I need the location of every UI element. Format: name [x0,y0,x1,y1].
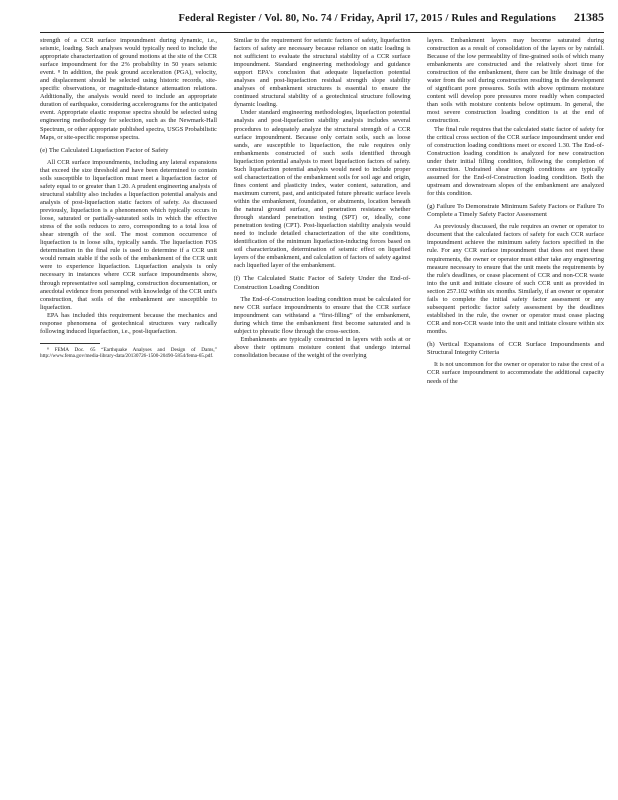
column-3 [427,37,604,792]
section-heading: (f) The Calculated Static Factor of Safety Under the End-of-Construction Loading Condition [233,275,411,291]
paragraph: Embankments are typically constructed in layers with soils at or above their optimum moisture content that undergo internal consolidation because of the weight of the overlying [233,336,411,360]
paragraph: EPA has included this requirement because the mechanics and response phenomena of geotechnical structures vary radically following induced liquefaction, i.e., post-liquefaction. [40,311,217,335]
column-1 [40,37,217,792]
column-2 [234,37,411,792]
paragraph: The final rule requires that the calculated static factor of safety for the critical cross section of the CCR surface impoundment under end of construction loading conditions meet or exceed 1.30. The End-of-Construction loading condition is analyzed for new construction under their initial filling condition, following the completion of construction. Undrained shear strength conditions are typically assumed for the End-of-Construction loading condition. Both the upstream and downstream slopes of the embankment are analyzed for this condition. [427,125,604,197]
text-columns [40,37,604,792]
page-number: 21385 [574,10,604,24]
paragraph: layers. Embankment layers may become saturated during construction as a result of consolidation of the layers or by rainfall. Because of the low permeability of fine-grained soils of which many embankments are constructed and the relatively short time for construction of the embankment, there can be little drainage of the water from the soil during construction resulting in the development of significant pore pressures. Soils with above optimum moisture content will develop pore pressures more readily when compacted than soils with moisture contents below optimum. In general, the most severe construction loading condition is at the end of construction. [427,37,604,125]
paragraph: Under standard engineering methodologies, liquefaction potential analysis and post-liquefaction stability analysis includes several procedures to adequately analyze the structural strength of a CCR surface impoundment. Because only certain soils, such as loose sands, are susceptible to liquefaction, the rule requires only embankments constructed of such soils identified through liquefaction potential analysis to meet liquefaction factors of safety. Such liquefaction potential analysis would need to include proper soil characterization of the embankment soils for soil age and origin, fines content and plasticity index, water content, saturation, and maximum current, past, and anticipated future phreatic surface levels within the embankment, foundation, or abutments, location beneath the natural ground surface, and penetration resistance whether through standard penetration testing (SPT) or, ideally, cone penetration testing (CPT). Post-liquefaction stability analysis would need to include detailed characterization of the site conditions, identification of the minimum liquefaction-inducing forces based on soil characterization, determination of seismic effect on liquefied layers of the embankment, and calculation of factors of safety against each liquefied layer of the embankment. [233,109,411,270]
paragraph: All CCR surface impoundments, including any lateral expansions that exceed the size threshold and have been determined to contain soils susceptible to liquefaction must meet a liquefaction factor of safety equal to or greater than 1.20. A prudent engineering analysis of structural stability also includes a liquefaction potential analysis and analysis of post-liquefaction static factors of safety. As discussed previously, liquefaction is a phenomenon which typically occurs in loose, saturated or partially-saturated soils in which the effective stress of the soils reduces to zero, corresponding to a total loss of shear strength of the soil. The most common occurrence of liquefaction is in loose silts, typically sands. The liquefaction FOS determination in the final rule is used to determine if a CCR unit would remain stable if the soils of the embankment of the CCR unit were to experience liquefaction. Liquefaction analysis is only necessary in instances where CCR surface impoundments show, through representative soil sampling, construction documentation, or anecdotal evidence from personnel with knowledge of the CCR unit's construction, that soils of the embankment are susceptible to liquefaction. [40,158,217,311]
paragraph: It is not uncommon for the owner or operator to raise the crest of a CCR surface impoundment to accommodate the additional capacity needs of the [427,361,604,385]
paragraph: As previously discussed, the rule requires an owner or operator to document that the calculated factors of safety for each CCR surface impoundment achieve the minimum safety factors specified in the rule. For any CCR surface impoundment that does not meet these requirements, the owner or operator must either take any engineering measure necessary to ensure that the unit meets the requirements by the rule's deadlines, or cease placement of CCR and non-CCR waste into the unit and initiate closure of such CCR unit as provided in section 257.102 within six months. Similarly, if an owner or operator fails to complete the initial safety factor assessment or any subsequent periodic factor safety assessment by the deadlines established in the rule, the owner or operator must cease placing CCR and non-CCR waste into the unit and initiate closure within six months. [427,223,604,335]
paragraph: strength of a CCR surface impoundment during dynamic, i.e., seismic, loading. Such analyses would typically need to include the appropriate characterization of ground motions at the site of the CCR surface impoundment for the 2% probability in 50 years seismic event. ⁸ In addition, the peak ground acceleration (PGA), velocity, and displacement should be selected using historic records, site-specific observations, or magnitude-distance attenuation relations. Additionally, the analysis would need to include an appropriate duration of earthquake, considering accelerograms for the anticipated event. Appropriate elastic response spectra should be selected using engineering methodology for selection, such as the Newmark-Hall Spectrum, or other appropriate published spectra, USGS Probabilistic Maps, or site-specific response spectra. [40,37,217,141]
page-header [40,10,604,33]
footnote: ⁸ FEMA Doc. 65 “Earthquake Analyses and Design of Dams,” http://www.fema.gov/media-library-data/20130726-1500-20490-5854/fema-65.pdf. [40,346,217,360]
section-heading: (e) The Calculated Liquefaction Factor of Safety [40,146,169,154]
section-heading: (h) Vertical Expansions of CCR Surface Impoundments and Structural Integrity Criteria [427,341,604,357]
running-header-title: Federal Register / Vol. 80, No. 74 / Friday, April 17, 2015 / Rules and Regulations [178,13,556,24]
paragraph: The End-of-Construction loading condition must be calculated for new CCR surface impoundments to ensure that the CCR surface impoundment can withstand a “first-filling” of the embankment, during which time the embankment first become saturated and is subject to phreatic flow through the cross-section. [233,295,411,335]
footnote-divider [40,343,100,344]
section-heading: (g) Failure To Demonstrate Minimum Safety Factors or Failure To Complete a Timely Safety Factor Assessment [427,202,604,219]
paragraph: Similar to the requirement for seismic factors of safety, liquefaction factors of safety are necessary because reliance on static loading is not sufficient to evaluate the structural stability of a CCR surface impoundment. Standard engineering methodology and guidance support EPA's conclusion that adequate liquefaction potential analyses and post-liquefaction residual strength slope stability analyses of embankment structures is essential to ensure the continued structural stability of a geotechnical structure following dynamic loading. [233,37,411,109]
